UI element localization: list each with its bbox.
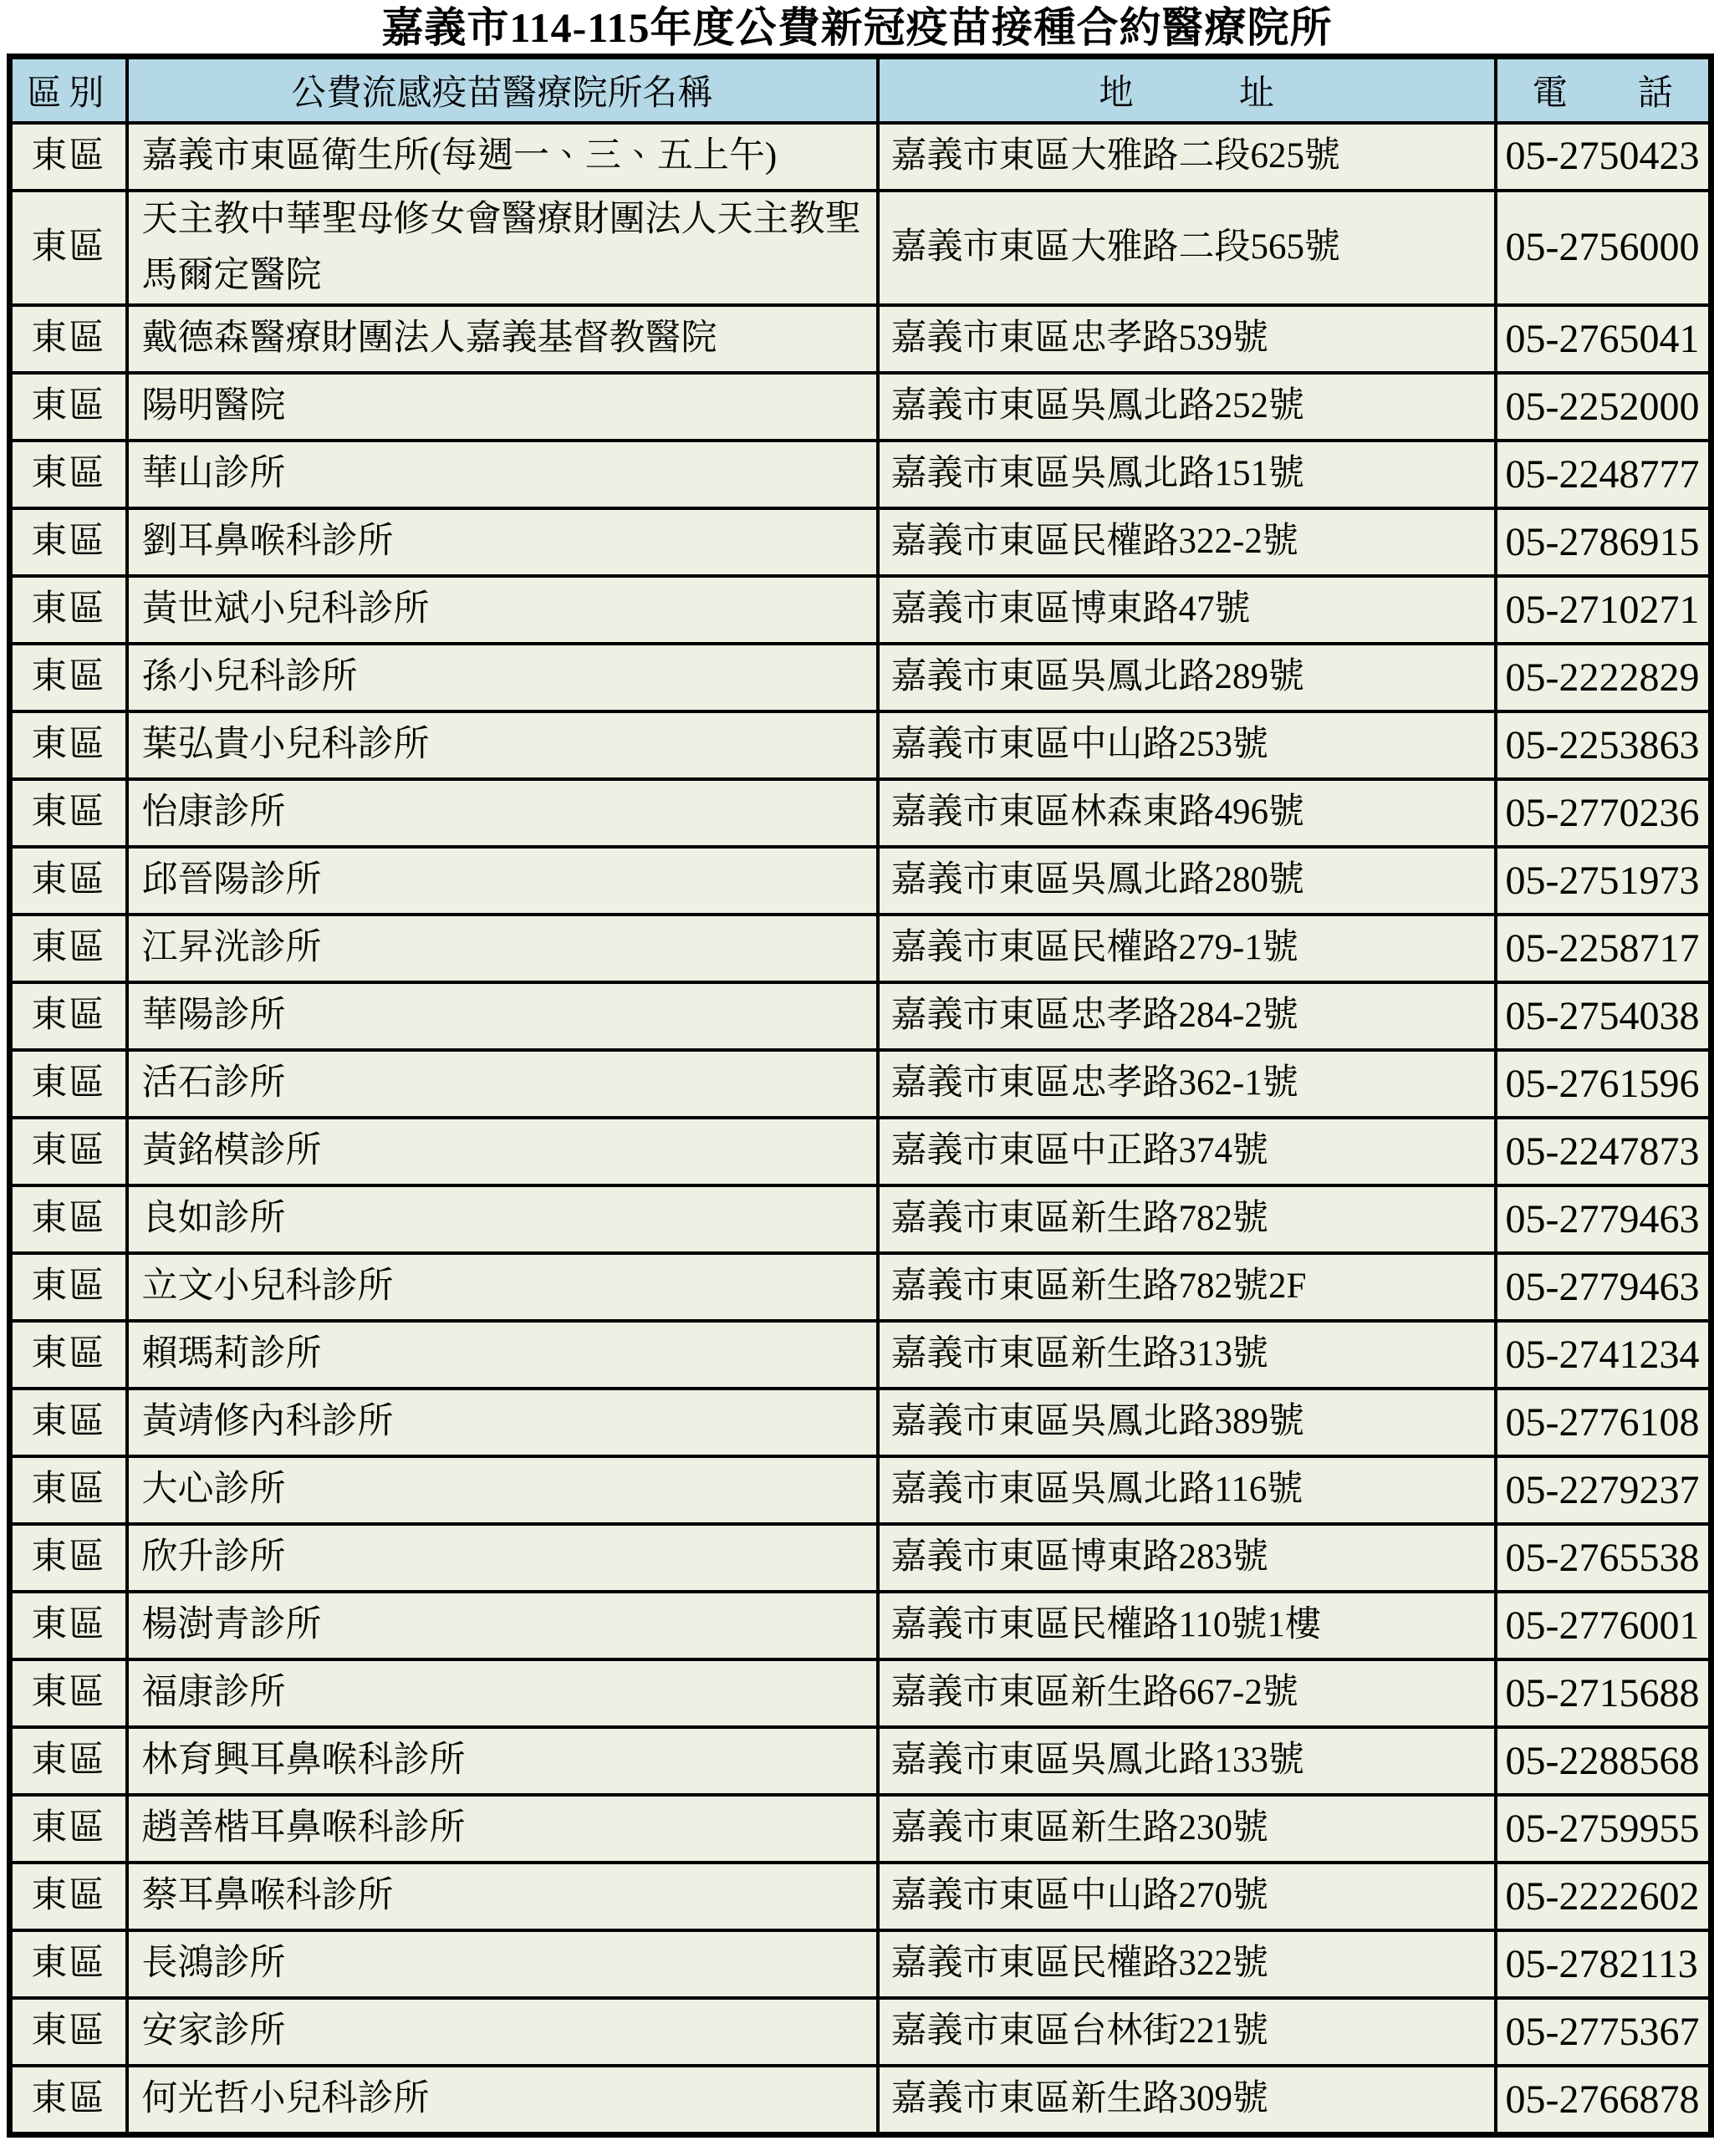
cell-address: 嘉義市東區大雅路二段625號 (878, 123, 1496, 191)
cell-clinic-name: 華山診所 (127, 441, 878, 508)
cell-clinic-name: 戴德森醫療財團法人嘉義基督教醫院 (127, 305, 878, 373)
cell-address: 嘉義市東區大雅路二段565號 (878, 191, 1496, 305)
cell-address: 嘉義市東區吳鳳北路116號 (878, 1456, 1496, 1524)
cell-clinic-name: 大心診所 (127, 1456, 878, 1524)
cell-clinic-name: 何光哲小兒科診所 (127, 2066, 878, 2135)
cell-phone: 05-2741234 (1496, 1321, 1711, 1389)
cell-district: 東區 (10, 1321, 127, 1389)
cell-clinic-name: 天主教中華聖母修女會醫療財團法人天主教聖馬爾定醫院 (127, 191, 878, 305)
cell-address: 嘉義市東區民權路322號 (878, 1930, 1496, 1998)
cell-address: 嘉義市東區新生路230號 (878, 1795, 1496, 1863)
cell-clinic-name: 葉弘貴小兒科診所 (127, 711, 878, 779)
cell-address: 嘉義市東區吳鳳北路151號 (878, 441, 1496, 508)
cell-phone: 05-2775367 (1496, 1998, 1711, 2066)
table-row (10, 305, 1711, 373)
cell-address: 嘉義市東區忠孝路362-1號 (878, 1050, 1496, 1118)
cell-clinic-name: 林育興耳鼻喉科診所 (127, 1727, 878, 1795)
table-row (10, 508, 1711, 576)
table-row (10, 1321, 1711, 1389)
cell-clinic-name: 欣升診所 (127, 1524, 878, 1592)
cell-clinic-name: 怡康診所 (127, 779, 878, 847)
cell-district: 東區 (10, 1863, 127, 1930)
cell-address: 嘉義市東區新生路309號 (878, 2066, 1496, 2135)
cell-phone: 05-2779463 (1496, 1185, 1711, 1253)
cell-clinic-name: 長鴻診所 (127, 1930, 878, 1998)
cell-district: 東區 (10, 1795, 127, 1863)
cell-address: 嘉義市東區吳鳳北路389號 (878, 1389, 1496, 1456)
cell-address: 嘉義市東區博東路47號 (878, 576, 1496, 644)
cell-phone: 05-2710271 (1496, 576, 1711, 644)
cell-district: 東區 (10, 1050, 127, 1118)
cell-district: 東區 (10, 1592, 127, 1659)
header-address: 地 址 (878, 57, 1496, 124)
cell-phone: 05-2776001 (1496, 1592, 1711, 1659)
table-row (10, 1998, 1711, 2066)
table-row (10, 1659, 1711, 1727)
cell-district: 東區 (10, 1659, 127, 1727)
cell-address: 嘉義市東區民權路322-2號 (878, 508, 1496, 576)
header-phone: 電 話 (1496, 57, 1711, 124)
cell-district: 東區 (10, 576, 127, 644)
cell-address: 嘉義市東區中正路374號 (878, 1118, 1496, 1185)
cell-phone: 05-2761596 (1496, 1050, 1711, 1118)
table-body (10, 123, 1711, 2135)
cell-district: 東區 (10, 644, 127, 711)
cell-address: 嘉義市東區吳鳳北路280號 (878, 847, 1496, 915)
cell-district: 東區 (10, 191, 127, 305)
cell-district: 東區 (10, 1456, 127, 1524)
table-row (10, 1930, 1711, 1998)
cell-phone: 05-2715688 (1496, 1659, 1711, 1727)
cell-phone: 05-2750423 (1496, 123, 1711, 191)
cell-district: 東區 (10, 1185, 127, 1253)
table-row (10, 847, 1711, 915)
cell-district: 東區 (10, 779, 127, 847)
table-row (10, 1389, 1711, 1456)
header-district: 區別 (10, 57, 127, 124)
cell-address: 嘉義市東區吳鳳北路133號 (878, 1727, 1496, 1795)
cell-address: 嘉義市東區吳鳳北路252號 (878, 373, 1496, 441)
table-row (10, 1118, 1711, 1185)
cell-clinic-name: 華陽診所 (127, 982, 878, 1050)
cell-clinic-name: 嘉義市東區衛生所(每週一、三、五上午) (127, 123, 878, 191)
cell-district: 東區 (10, 915, 127, 982)
cell-district: 東區 (10, 2066, 127, 2135)
table-row (10, 576, 1711, 644)
cell-clinic-name: 安家診所 (127, 1998, 878, 2066)
table-row (10, 1456, 1711, 1524)
cell-clinic-name: 陽明醫院 (127, 373, 878, 441)
cell-phone: 05-2765041 (1496, 305, 1711, 373)
cell-address: 嘉義市東區博東路283號 (878, 1524, 1496, 1592)
table-row (10, 1253, 1711, 1321)
cell-phone: 05-2247873 (1496, 1118, 1711, 1185)
clinic-table (7, 54, 1714, 2138)
cell-address: 嘉義市東區忠孝路539號 (878, 305, 1496, 373)
cell-address: 嘉義市東區中山路253號 (878, 711, 1496, 779)
table-row (10, 1727, 1711, 1795)
cell-address: 嘉義市東區吳鳳北路289號 (878, 644, 1496, 711)
table-row (10, 644, 1711, 711)
cell-phone: 05-2759955 (1496, 1795, 1711, 1863)
cell-address: 嘉義市東區新生路667-2號 (878, 1659, 1496, 1727)
cell-address: 嘉義市東區林森東路496號 (878, 779, 1496, 847)
cell-address: 嘉義市東區民權路110號1樓 (878, 1592, 1496, 1659)
header-name: 公費流感疫苗醫療院所名稱 (127, 57, 878, 124)
cell-phone: 05-2754038 (1496, 982, 1711, 1050)
cell-district: 東區 (10, 1930, 127, 1998)
table-row (10, 1524, 1711, 1592)
table-row (10, 191, 1711, 305)
table-row (10, 982, 1711, 1050)
cell-clinic-name: 良如診所 (127, 1185, 878, 1253)
cell-district: 東區 (10, 1727, 127, 1795)
cell-district: 東區 (10, 305, 127, 373)
cell-clinic-name: 趙善楷耳鼻喉科診所 (127, 1795, 878, 1863)
table-row (10, 711, 1711, 779)
cell-phone: 05-2776108 (1496, 1389, 1711, 1456)
cell-district: 東區 (10, 441, 127, 508)
cell-phone: 05-2766878 (1496, 2066, 1711, 2135)
table-row (10, 373, 1711, 441)
cell-district: 東區 (10, 711, 127, 779)
table-row (10, 1863, 1711, 1930)
cell-phone: 05-2222829 (1496, 644, 1711, 711)
cell-phone: 05-2222602 (1496, 1863, 1711, 1930)
cell-phone: 05-2765538 (1496, 1524, 1711, 1592)
cell-district: 東區 (10, 1998, 127, 2066)
table-row (10, 441, 1711, 508)
cell-clinic-name: 活石診所 (127, 1050, 878, 1118)
cell-phone: 05-2252000 (1496, 373, 1711, 441)
cell-phone: 05-2248777 (1496, 441, 1711, 508)
cell-address: 嘉義市東區新生路313號 (878, 1321, 1496, 1389)
table-row (10, 1050, 1711, 1118)
cell-clinic-name: 楊澍青診所 (127, 1592, 878, 1659)
cell-phone: 05-2258717 (1496, 915, 1711, 982)
table-row (10, 779, 1711, 847)
cell-district: 東區 (10, 982, 127, 1050)
table-row (10, 123, 1711, 191)
cell-phone: 05-2770236 (1496, 779, 1711, 847)
cell-clinic-name: 賴瑪莉診所 (127, 1321, 878, 1389)
cell-phone: 05-2253863 (1496, 711, 1711, 779)
cell-phone: 05-2779463 (1496, 1253, 1711, 1321)
cell-phone: 05-2786915 (1496, 508, 1711, 576)
cell-address: 嘉義市東區新生路782號2F (878, 1253, 1496, 1321)
cell-address: 嘉義市東區民權路279-1號 (878, 915, 1496, 982)
header-row (10, 57, 1711, 124)
cell-district: 東區 (10, 1253, 127, 1321)
cell-clinic-name: 孫小兒科診所 (127, 644, 878, 711)
cell-clinic-name: 蔡耳鼻喉科診所 (127, 1863, 878, 1930)
cell-district: 東區 (10, 508, 127, 576)
cell-clinic-name: 邱晉陽診所 (127, 847, 878, 915)
cell-clinic-name: 福康診所 (127, 1659, 878, 1727)
cell-district: 東區 (10, 1389, 127, 1456)
cell-clinic-name: 劉耳鼻喉科診所 (127, 508, 878, 576)
table-row (10, 2066, 1711, 2135)
cell-clinic-name: 黃世斌小兒科診所 (127, 576, 878, 644)
cell-clinic-name: 黃銘模診所 (127, 1118, 878, 1185)
cell-clinic-name: 立文小兒科診所 (127, 1253, 878, 1321)
cell-district: 東區 (10, 1524, 127, 1592)
cell-address: 嘉義市東區中山路270號 (878, 1863, 1496, 1930)
cell-phone: 05-2782113 (1496, 1930, 1711, 1998)
table-row (10, 1592, 1711, 1659)
cell-address: 嘉義市東區新生路782號 (878, 1185, 1496, 1253)
cell-phone: 05-2751973 (1496, 847, 1711, 915)
cell-clinic-name: 江昇洸診所 (127, 915, 878, 982)
table-row (10, 1185, 1711, 1253)
cell-district: 東區 (10, 1118, 127, 1185)
cell-phone: 05-2288568 (1496, 1727, 1711, 1795)
table-row (10, 1795, 1711, 1863)
table-row (10, 915, 1711, 982)
cell-phone: 05-2756000 (1496, 191, 1711, 305)
cell-district: 東區 (10, 373, 127, 441)
cell-district: 東區 (10, 847, 127, 915)
cell-district: 東區 (10, 123, 127, 191)
page-title: 嘉義市114-115年度公費新冠疫苗接種合約醫療院所 (381, 4, 1333, 51)
cell-clinic-name: 黃靖修內科診所 (127, 1389, 878, 1456)
cell-address: 嘉義市東區忠孝路284-2號 (878, 982, 1496, 1050)
cell-phone: 05-2279237 (1496, 1456, 1711, 1524)
cell-address: 嘉義市東區台林街221號 (878, 1998, 1496, 2066)
